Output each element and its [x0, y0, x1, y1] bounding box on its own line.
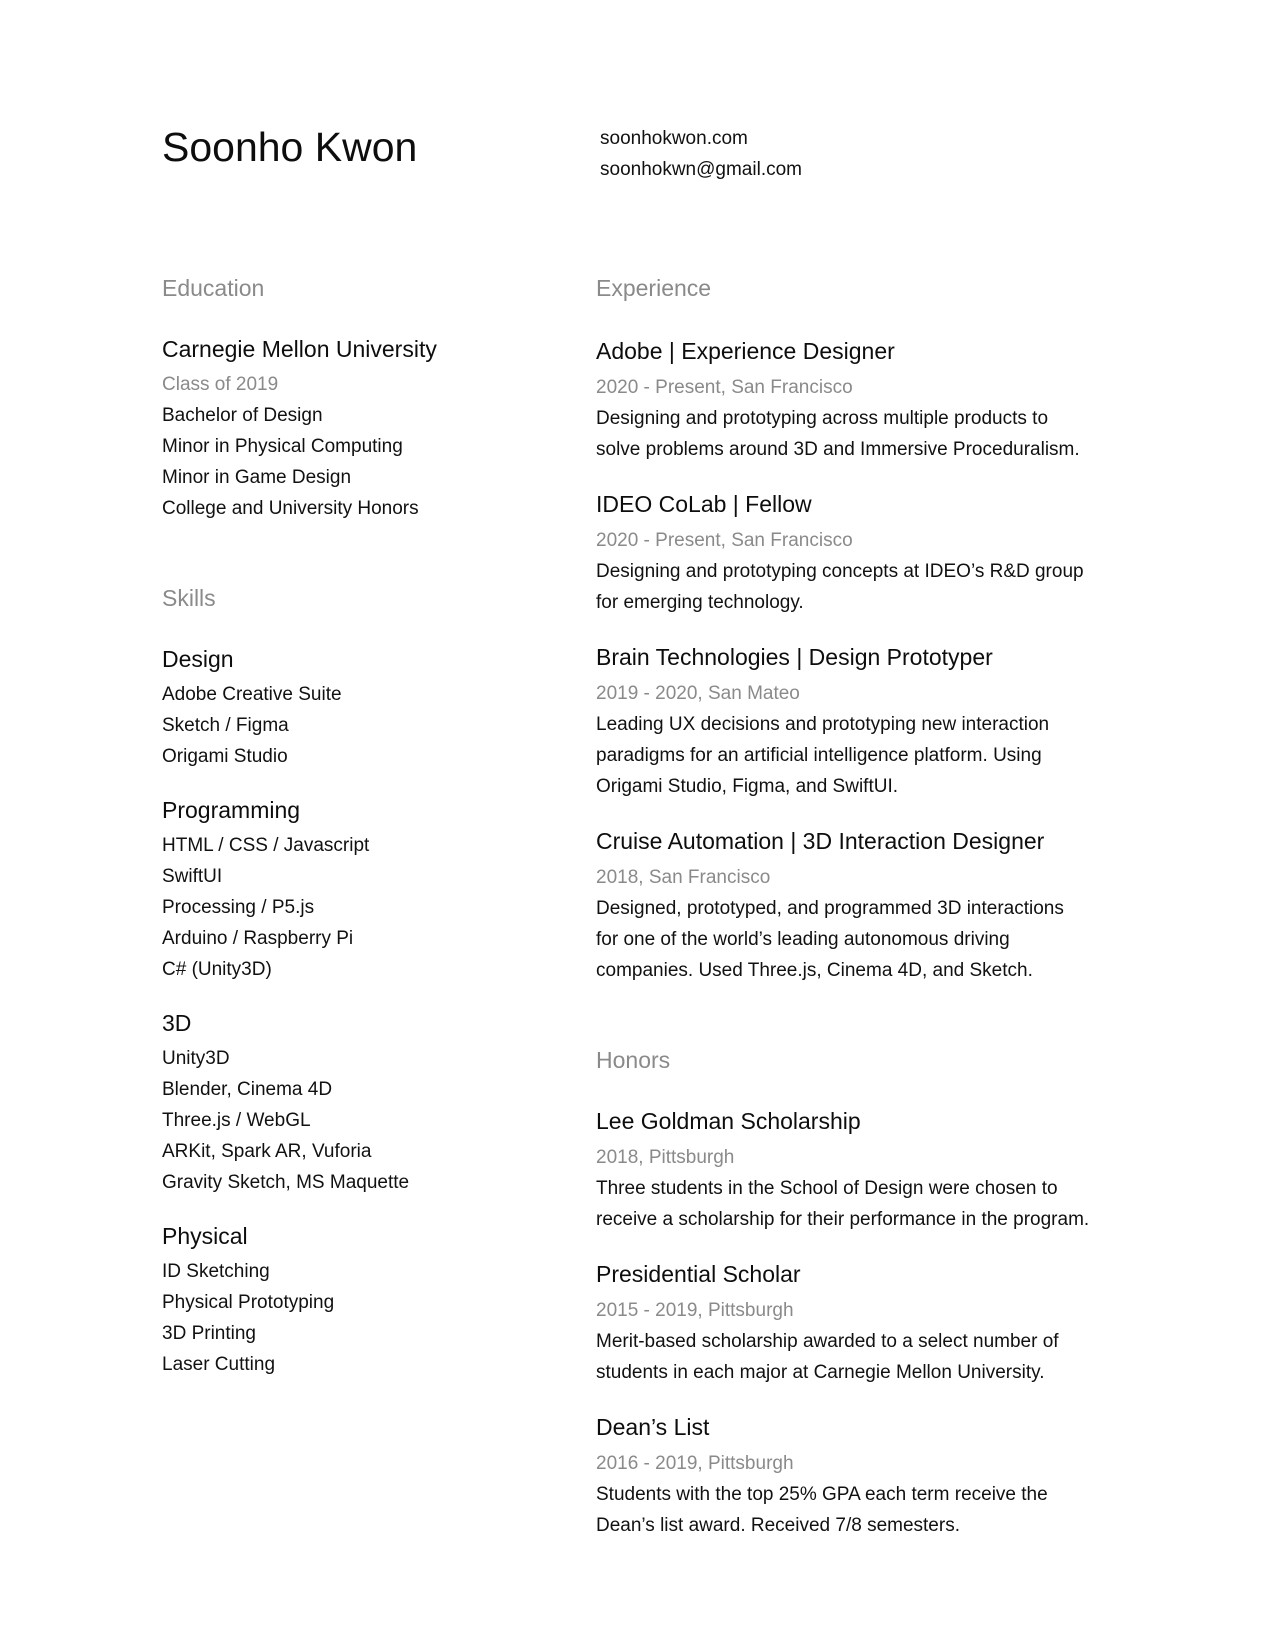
honor-title: Dean’s List [596, 1414, 710, 1440]
skill-group-3d [162, 1007, 562, 1198]
skill-group-title: Design [162, 646, 234, 672]
candidate-name: Soonho Kwon [162, 124, 418, 170]
skill-item: ARKit, Spark AR, Vuforia [162, 1141, 372, 1162]
education-item: College and University Honors [162, 498, 419, 519]
section-title-honors: Honors [596, 1047, 671, 1073]
skill-item: C# (Unity3D) [162, 959, 272, 980]
skill-item: Sketch / Figma [162, 715, 289, 736]
experience-entry [596, 488, 1116, 618]
experience-description-line: for emerging technology. [596, 592, 804, 613]
experience-role: Brain Technologies | Design Prototyper [596, 644, 993, 670]
experience-description-line: solve problems around 3D and Immersive Proceduralism. [596, 439, 1080, 460]
experience-role: IDEO CoLab | Fellow [596, 491, 812, 517]
honor-meta: 2018, Pittsburgh [596, 1147, 735, 1168]
section-title-education: Education [162, 275, 265, 301]
education-item: Minor in Physical Computing [162, 436, 403, 457]
class-year: Class of 2019 [162, 374, 279, 395]
skill-item: Processing / P5.js [162, 897, 315, 918]
honor-entry [596, 1258, 1116, 1388]
experience-role: Cruise Automation | 3D Interaction Designer [596, 828, 1045, 854]
skill-item: HTML / CSS / Javascript [162, 835, 370, 856]
skill-item: Arduino / Raspberry Pi [162, 928, 354, 949]
skill-group-title: 3D [162, 1010, 192, 1036]
experience-role: Adobe | Experience Designer [596, 338, 895, 364]
experience-entry [596, 335, 1116, 465]
skill-item: ID Sketching [162, 1261, 270, 1282]
skill-item: SwiftUI [162, 866, 223, 887]
skill-item: Three.js / WebGL [162, 1110, 311, 1131]
skill-item: 3D Printing [162, 1323, 256, 1344]
email-link[interactable]: soonhokwn@gmail.com [600, 159, 802, 180]
experience-description-line: companies. Used Three.js, Cinema 4D, and Sketch. [596, 960, 1033, 981]
experience-entry [596, 641, 1116, 802]
skill-item: Unity3D [162, 1048, 230, 1069]
skill-group-title: Programming [162, 797, 301, 823]
experience-description-line: paradigms for an artificial intelligence platform. Using [596, 745, 1042, 766]
experience-meta: 2020 - Present, San Francisco [596, 377, 853, 398]
contact-block [600, 123, 802, 185]
honor-description-line: students in each major at Carnegie Mellon University. [596, 1362, 1045, 1383]
experience-description-line: Leading UX decisions and prototyping new interaction [596, 714, 1050, 735]
skill-group-design [162, 643, 562, 772]
section-title-skills: Skills [162, 585, 216, 611]
skills-section [162, 580, 562, 1380]
section-title-experience: Experience [596, 275, 712, 301]
honor-title: Lee Goldman Scholarship [596, 1108, 861, 1134]
school-name: Carnegie Mellon University [162, 336, 437, 362]
honor-entry [596, 1105, 1116, 1235]
website-link[interactable]: soonhokwon.com [600, 128, 748, 149]
honor-title: Presidential Scholar [596, 1261, 801, 1287]
experience-description-line: Origami Studio, Figma, and SwiftUI. [596, 776, 898, 797]
honor-description-line: Dean’s list award. Received 7/8 semesters. [596, 1515, 960, 1536]
skill-item: Physical Prototyping [162, 1292, 335, 1313]
honors-section [596, 1042, 1116, 1541]
experience-description-line: Designed, prototyped, and programmed 3D interactions [596, 898, 1064, 919]
education-section [162, 270, 562, 524]
skill-item: Adobe Creative Suite [162, 684, 342, 705]
skill-item: Gravity Sketch, MS Maquette [162, 1172, 410, 1193]
honor-entry [596, 1411, 1116, 1541]
honor-meta: 2016 - 2019, Pittsburgh [596, 1453, 794, 1474]
experience-section [596, 270, 1116, 986]
experience-description-line: Designing and prototyping concepts at IDEO’s R&D group [596, 561, 1084, 582]
education-item: Minor in Game Design [162, 467, 352, 488]
experience-description-line: Designing and prototyping across multiple products to [596, 408, 1049, 429]
left-column [162, 270, 562, 1380]
experience-meta: 2018, San Francisco [596, 867, 771, 888]
right-column [596, 270, 1116, 1541]
experience-description-line: for one of the world’s leading autonomous driving [596, 929, 1010, 950]
experience-entry [596, 825, 1116, 986]
experience-meta: 2020 - Present, San Francisco [596, 530, 853, 551]
honor-description-line: receive a scholarship for their performance in the program. [596, 1209, 1090, 1230]
skill-group-title: Physical [162, 1223, 248, 1249]
skill-group-programming [162, 794, 562, 985]
skill-item: Laser Cutting [162, 1354, 276, 1375]
honor-meta: 2015 - 2019, Pittsburgh [596, 1300, 794, 1321]
skill-item: Blender, Cinema 4D [162, 1079, 333, 1100]
experience-meta: 2019 - 2020, San Mateo [596, 683, 800, 704]
skill-group-physical [162, 1220, 562, 1380]
honor-description-line: Merit-based scholarship awarded to a select number of [596, 1331, 1059, 1352]
skill-item: Origami Studio [162, 746, 288, 767]
honor-description-line: Three students in the School of Design were chosen to [596, 1178, 1058, 1199]
honor-description-line: Students with the top 25% GPA each term receive the [596, 1484, 1048, 1505]
education-item: Bachelor of Design [162, 405, 323, 426]
